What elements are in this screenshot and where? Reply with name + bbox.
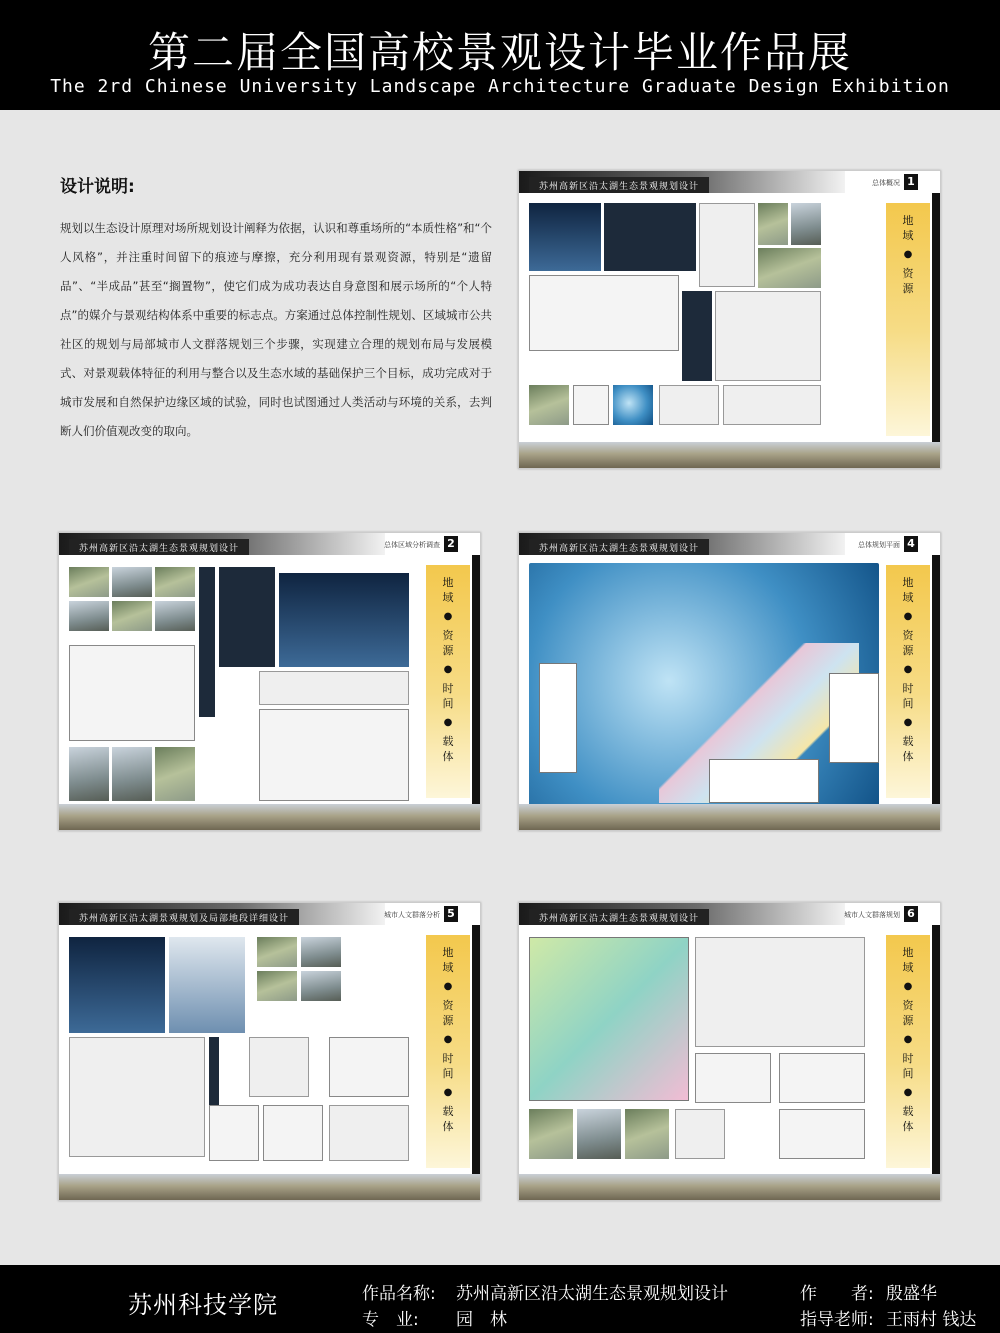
site-photo bbox=[69, 567, 109, 597]
dot-icon: ● bbox=[903, 249, 913, 260]
work-name-label: 作品名称: bbox=[362, 1284, 436, 1304]
author-value: 殷盛华 bbox=[886, 1284, 937, 1304]
panel-number: 1 bbox=[904, 174, 918, 190]
text-block bbox=[249, 1037, 309, 1097]
analysis-map bbox=[715, 291, 821, 381]
site-photo bbox=[69, 747, 109, 801]
panel-number: 4 bbox=[904, 536, 918, 552]
side-word: 时 bbox=[442, 682, 454, 695]
analysis-map bbox=[263, 1105, 323, 1161]
analysis-map bbox=[675, 1109, 725, 1159]
panel-tag: 总体概况 bbox=[872, 179, 900, 187]
panel-number: 6 bbox=[904, 906, 918, 922]
site-photo bbox=[69, 601, 109, 631]
side-word: 源 bbox=[902, 1014, 914, 1027]
advisor-value: 王雨村 钱达 bbox=[886, 1310, 977, 1330]
text-block bbox=[659, 385, 719, 425]
text-block bbox=[259, 671, 409, 705]
board-panel-1[interactable] bbox=[518, 170, 941, 469]
dot-icon: ● bbox=[443, 611, 453, 622]
side-word: 间 bbox=[902, 697, 914, 710]
school-name: 苏州科技学院 bbox=[128, 1291, 278, 1319]
side-word: 地 bbox=[442, 946, 454, 959]
panel-content bbox=[69, 933, 408, 1170]
side-word: 载 bbox=[442, 735, 454, 748]
side-word: 时 bbox=[442, 1052, 454, 1065]
panel-side-text bbox=[430, 575, 466, 764]
board-panel-2[interactable] bbox=[58, 532, 481, 831]
site-photo bbox=[155, 747, 195, 801]
exhibition-title: 第二届全国高校景观设计毕业作品展 bbox=[147, 28, 852, 77]
text-block bbox=[69, 937, 165, 1033]
side-word: 地 bbox=[902, 946, 914, 959]
panel-content bbox=[529, 201, 868, 438]
panel-side-strip bbox=[932, 925, 940, 1200]
panel-panorama-strip bbox=[519, 442, 940, 468]
text-block bbox=[695, 937, 865, 1047]
description-body: 规划以生态设计原理对场所规划设计阐释为依据，认识和尊重场所的“本质性格”和“个人风格”，并注重时间留下的痕迹与摩擦，充分利用现有景观资源，特别是“遗留品”、“半成品”甚至“搁置物”，使它们成为成功表达自身意图和展示场所的“个人特点”的媒介与景观结构体系中重要的标志点。方案通过总体控制性规划、区域城市公共社区的规划与局部城市人文群落规划三个步骤，实现建立合理的规划布局与发展模式、对景观载体特征的利用与整合以及生态水域的基础保护三个目标，成功完成对于城市发展和自然保护边缘区域的试验，同时也试图通过人类活动与环境的关系，去判断人们价值观改变的取向。 bbox=[60, 221, 492, 438]
site-photo bbox=[529, 1109, 573, 1159]
panel-content bbox=[69, 563, 408, 800]
panel-tag: 总体区域分析调查 bbox=[384, 541, 440, 549]
color-legend bbox=[709, 759, 819, 803]
map-legend bbox=[539, 663, 577, 773]
photo-strip bbox=[723, 385, 821, 425]
board-panel-4[interactable] bbox=[518, 532, 941, 831]
side-word: 源 bbox=[442, 644, 454, 657]
dot-icon: ● bbox=[443, 717, 453, 728]
analysis-map bbox=[209, 1105, 259, 1161]
analysis-map bbox=[779, 1053, 865, 1103]
text-block bbox=[699, 203, 755, 287]
district-plan-map bbox=[529, 937, 689, 1101]
side-word: 地 bbox=[442, 576, 454, 589]
diagram-block bbox=[219, 567, 275, 667]
site-photo bbox=[155, 567, 195, 597]
site-photo bbox=[529, 385, 569, 425]
analysis-map bbox=[779, 1109, 865, 1159]
site-photo bbox=[112, 567, 152, 597]
side-word: 域 bbox=[902, 961, 914, 974]
analysis-map bbox=[259, 709, 409, 801]
panel-panorama-strip bbox=[59, 1174, 480, 1200]
side-word: 间 bbox=[442, 1067, 454, 1080]
site-photo bbox=[625, 1109, 669, 1159]
panel-tag: 城市人文群落规划 bbox=[844, 911, 900, 919]
side-word-1: 地 域 bbox=[902, 214, 914, 242]
side-word: 体 bbox=[902, 750, 914, 763]
side-word: 时 bbox=[902, 682, 914, 695]
panel-number: 2 bbox=[444, 536, 458, 552]
exhibition-footer bbox=[0, 1265, 1000, 1333]
side-word: 载 bbox=[902, 735, 914, 748]
side-word: 域 bbox=[442, 961, 454, 974]
panel-side-strip bbox=[932, 555, 940, 830]
panel-tag: 总体规划平面 bbox=[858, 541, 900, 549]
dot-icon: ● bbox=[443, 664, 453, 675]
panel-number: 5 bbox=[444, 906, 458, 922]
text-block bbox=[199, 567, 215, 717]
panel-panorama-strip bbox=[59, 804, 480, 830]
major-value: 园 林 bbox=[456, 1310, 507, 1330]
dot-icon: ● bbox=[443, 981, 453, 992]
panel-title: 苏州高新区沿太湖生态景观规划设计 bbox=[529, 177, 709, 193]
dot-icon: ● bbox=[903, 717, 913, 728]
site-photo bbox=[577, 1109, 621, 1159]
site-photo bbox=[301, 971, 341, 1001]
side-word: 间 bbox=[442, 697, 454, 710]
advisor-label: 指导老师: bbox=[800, 1310, 874, 1330]
side-word: 资 bbox=[442, 999, 454, 1012]
site-photo bbox=[758, 248, 821, 288]
side-word: 资 bbox=[442, 629, 454, 642]
dot-icon: ● bbox=[903, 664, 913, 675]
panel-title: 苏州高新区沿太湖景观规划及局部地段详细设计 bbox=[69, 909, 299, 925]
site-photo bbox=[112, 747, 152, 801]
text-block bbox=[329, 1105, 409, 1161]
panel-side-text bbox=[890, 575, 926, 764]
analysis-map bbox=[695, 1053, 771, 1103]
site-photo bbox=[257, 937, 297, 967]
side-word: 资 bbox=[902, 999, 914, 1012]
location-map bbox=[69, 645, 195, 741]
major-label: 专 业: bbox=[362, 1310, 419, 1330]
panel-side-text bbox=[890, 945, 926, 1134]
text-block bbox=[682, 291, 712, 381]
dot-icon: ● bbox=[903, 1034, 913, 1045]
panel-content bbox=[529, 933, 868, 1170]
panel-content bbox=[529, 563, 878, 800]
panel-side-strip bbox=[472, 555, 480, 830]
diagram-block bbox=[529, 203, 601, 271]
side-word: 体 bbox=[442, 1120, 454, 1133]
side-word: 域 bbox=[902, 591, 914, 604]
panel-panorama-strip bbox=[519, 804, 940, 830]
location-map bbox=[529, 275, 679, 351]
panel-title: 苏州高新区沿太湖生态景观规划设计 bbox=[69, 539, 249, 555]
analysis-map bbox=[329, 1037, 409, 1097]
side-word: 资 bbox=[902, 629, 914, 642]
side-word: 体 bbox=[442, 750, 454, 763]
dot-icon: ● bbox=[903, 981, 913, 992]
author-label: 作 者: bbox=[800, 1284, 874, 1304]
site-photo bbox=[301, 937, 341, 967]
dot-icon: ● bbox=[903, 1087, 913, 1098]
side-word: 源 bbox=[902, 644, 914, 657]
text-block bbox=[69, 1037, 205, 1157]
planning-notes bbox=[829, 673, 879, 763]
panel-side-text bbox=[430, 945, 466, 1134]
panel-title: 苏州高新区沿太湖生态景观规划设计 bbox=[529, 539, 709, 555]
diagram-block bbox=[279, 573, 409, 667]
side-word: 载 bbox=[442, 1105, 454, 1118]
dot-icon: ● bbox=[903, 611, 913, 622]
work-name-value: 苏州高新区沿太湖生态景观规划设计 bbox=[456, 1284, 728, 1304]
side-word: 域 bbox=[442, 591, 454, 604]
site-photo bbox=[758, 203, 788, 245]
site-photo bbox=[112, 601, 152, 631]
board-panel-5[interactable] bbox=[58, 902, 481, 1201]
analysis-map bbox=[573, 385, 609, 425]
dot-icon: ● bbox=[443, 1087, 453, 1098]
exhibition-subtitle: The 2rd Chinese University Landscape Architecture Graduate Design Exhibition bbox=[50, 76, 950, 97]
diagram-block bbox=[604, 203, 696, 271]
exhibition-header bbox=[0, 0, 1000, 110]
side-word: 体 bbox=[902, 1120, 914, 1133]
side-word: 间 bbox=[902, 1067, 914, 1080]
text-block bbox=[169, 937, 245, 1033]
side-word: 时 bbox=[902, 1052, 914, 1065]
side-word: 地 bbox=[902, 576, 914, 589]
analysis-map bbox=[613, 385, 653, 425]
panel-side-strip bbox=[472, 925, 480, 1200]
dot-icon: ● bbox=[443, 1034, 453, 1045]
description-heading: 设计说明: bbox=[60, 177, 135, 197]
site-photo bbox=[791, 203, 821, 245]
site-photo bbox=[257, 971, 297, 1001]
panel-side-strip bbox=[932, 193, 940, 468]
site-photo bbox=[155, 601, 195, 631]
side-word: 源 bbox=[442, 1014, 454, 1027]
side-word-2: 资 源 bbox=[902, 267, 914, 295]
panel-title: 苏州高新区沿太湖生态景观规划设计 bbox=[529, 909, 709, 925]
board-panel-6[interactable] bbox=[518, 902, 941, 1201]
panel-tag: 城市人文群落分析 bbox=[384, 911, 440, 919]
side-word: 载 bbox=[902, 1105, 914, 1118]
panel-panorama-strip bbox=[519, 1174, 940, 1200]
panel-side-text bbox=[890, 213, 926, 296]
